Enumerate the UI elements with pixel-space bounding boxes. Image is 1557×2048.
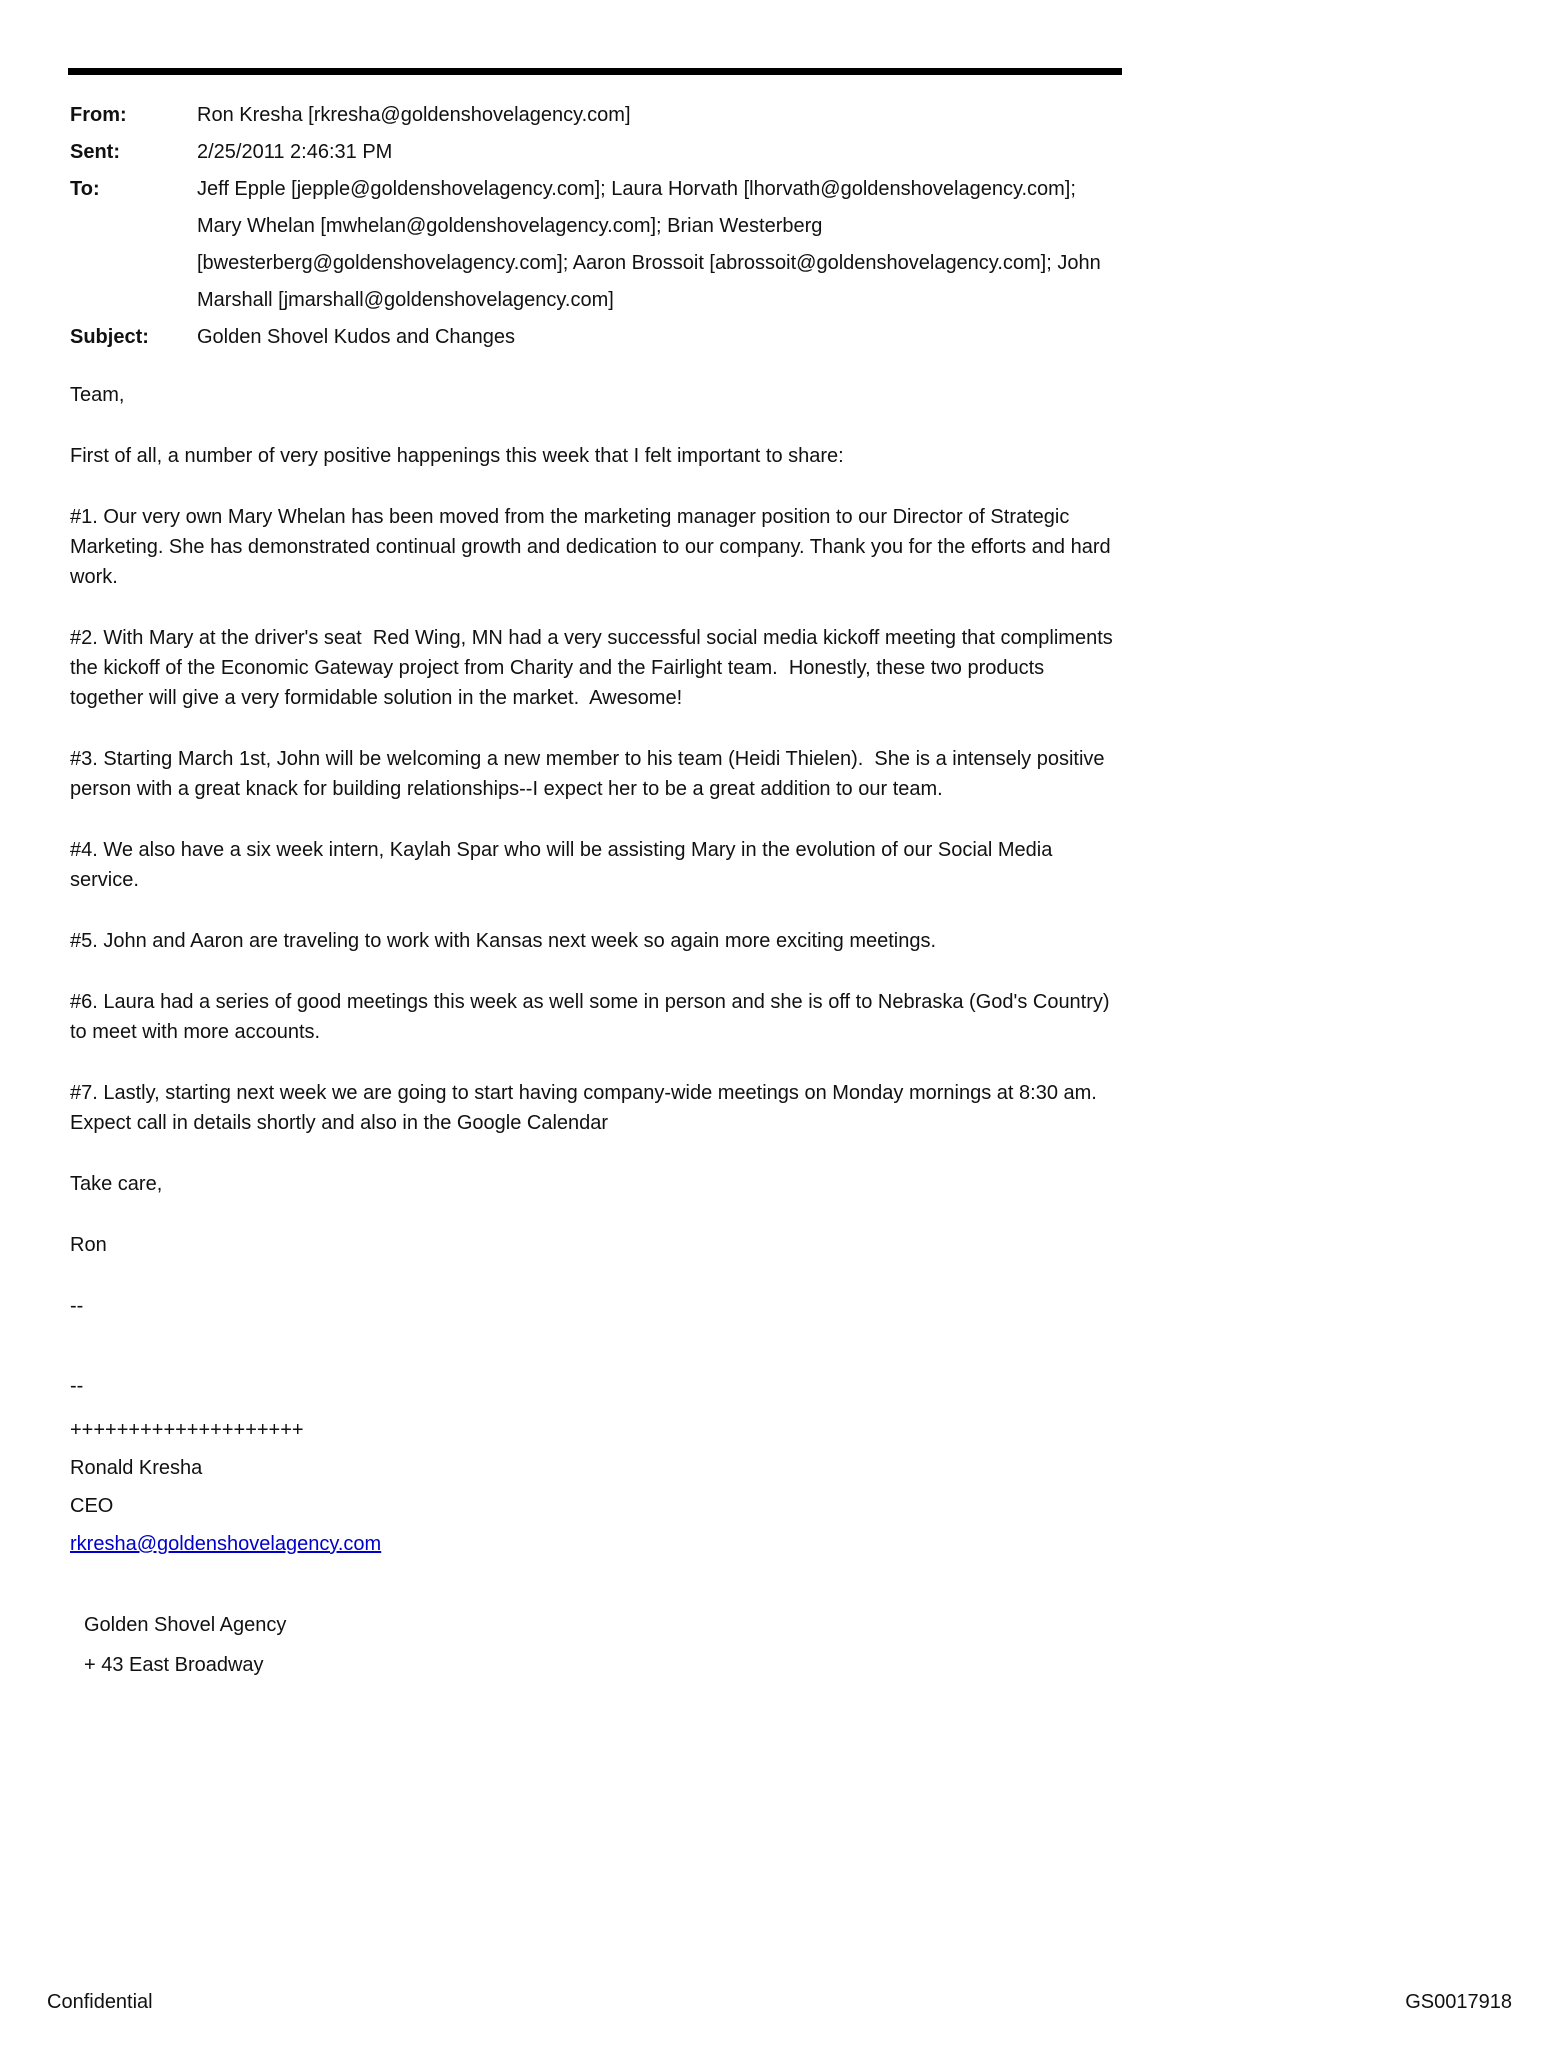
company-block: [70, 1605, 1122, 1685]
closing-line: Take care,: [70, 1173, 163, 1195]
item-3-paragraph: #3. Starting March 1st, John will be welcoming a new member to his team (Heidi Thielen). She is a intensely positive person with a great knack for building relationships--I expect her to be a great addition to our team.: [70, 748, 1111, 800]
header-row-sent: [70, 134, 1122, 171]
header-row-from: [70, 97, 1122, 134]
signature-title: CEO: [70, 1495, 114, 1517]
page-footer: [47, 1990, 1512, 2014]
item-1-paragraph: #1. Our very own Mary Whelan has been moved from the marketing manager position to our Director of Strategic Marketing. She has demonstrated continual growth and dedication to our company. Thank you for the efforts and hard work.: [70, 506, 1117, 588]
signature-email-row: [70, 1525, 1122, 1563]
email-body: [70, 380, 1122, 1685]
signature-name: Ronald Kresha: [70, 1457, 203, 1479]
subject-label: Subject:: [70, 326, 149, 348]
company-address: + 43 East Broadway: [84, 1654, 264, 1676]
email-link[interactable]: rkresha@goldenshovelagency.com: [70, 1533, 382, 1555]
item-2-paragraph: #2. With Mary at the driver's seat Red Wing, MN had a very successful social media kickoff meeting that compliments the kickoff of the Economic Gateway project from Charity and the Fairlight team. Honestly, these two products together will give a very formidable solution in the market. Awesome!: [70, 627, 1119, 709]
item-6-paragraph: #6. Laura had a series of good meetings this week as well some in person and she is off to Nebraska (God's Country) to meet with more accounts.: [70, 991, 1116, 1043]
item-4-paragraph: #4. We also have a six week intern, Kaylah Spar who will be assisting Mary in the evolution of our Social Media service.: [70, 839, 1058, 891]
signature-plus-line: ++++++++++++++++++++: [70, 1419, 304, 1441]
from-label: From:: [70, 104, 127, 126]
item-7-paragraph: #7. Lastly, starting next week we are going to start having company-wide meetings on Monday mornings at 8:30 am. Expect call in details shortly and also in the Google Calendar: [70, 1082, 1108, 1134]
signature-block: [70, 1411, 1122, 1685]
to-label: To:: [70, 178, 100, 200]
header-divider-rule: [68, 68, 1122, 75]
email-header-block: [70, 97, 1122, 356]
intro-paragraph: First of all, a number of very positive happenings this week that I felt important to share:: [70, 445, 844, 467]
confidential-label: Confidential: [47, 1991, 153, 2013]
item-5-paragraph: #5. John and Aaron are traveling to work with Kansas next week so again more exciting meetings.: [70, 930, 937, 952]
signature-delimiter-2: --: [70, 1375, 84, 1397]
sent-label: Sent:: [70, 141, 120, 163]
header-row-subject: [70, 319, 1122, 356]
to-value: Jeff Epple [jepple@goldenshovelagency.com]; Laura Horvath [lhorvath@goldenshovelagency.com]; Mary Whelan [mwhelan@goldenshovelagency.com]; Brian Westerberg [bwesterberg@goldenshovelagency.com]; Aaron Brossoit [abrossoit@goldenshovelagency.com]; John Marshall [jmarshall@goldenshovelagency.com]: [197, 178, 1107, 311]
sender-first-name: Ron: [70, 1234, 107, 1256]
subject-value: Golden Shovel Kudos and Changes: [197, 326, 516, 348]
company-name: Golden Shovel Agency: [84, 1614, 287, 1636]
header-row-to: [70, 171, 1122, 319]
from-value: Ron Kresha [rkresha@goldenshovelagency.com]: [197, 104, 631, 126]
bates-number: GS0017918: [1405, 1991, 1512, 2013]
sent-value: 2/25/2011 2:46:31 PM: [197, 141, 393, 163]
greeting-line: Team,: [70, 384, 125, 406]
signature-delimiter-1: --: [70, 1295, 84, 1317]
